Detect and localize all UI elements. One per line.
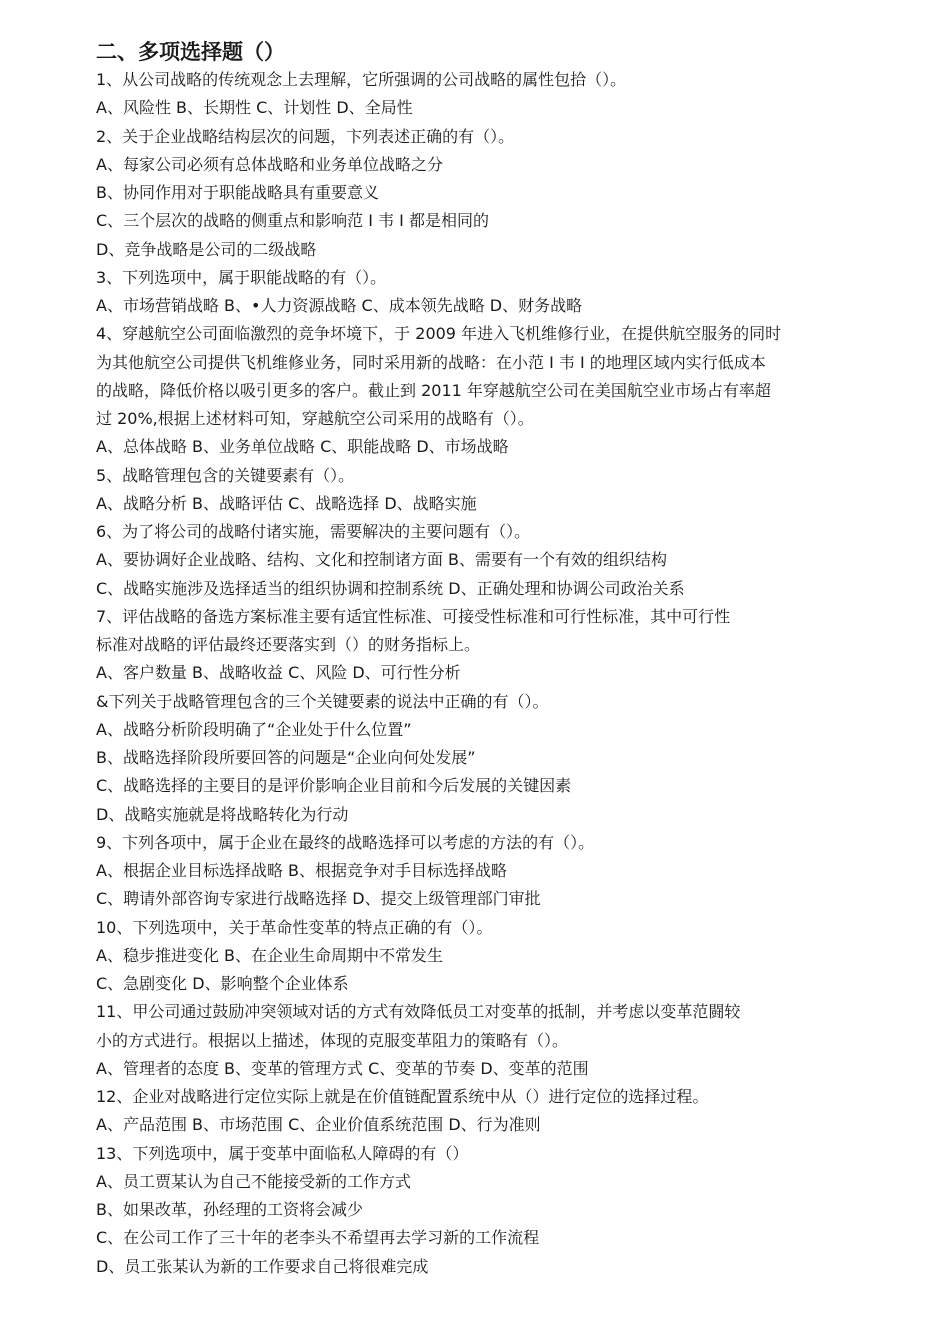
text-line: A、总体战略 B、业务单位战略 C、职能战略 D、市场战略	[96, 437, 509, 457]
text-line: B、如果改革，孙经理的工资将会减少	[96, 1200, 363, 1219]
text-line: A、产品范围 B、市场范围 C、企业价值系统范围 D、行为准则	[96, 1115, 541, 1135]
text-line: 的战略，降低价格以吸引更多的客户。截止到 2011 年穿越航空公司在美国航空业市场占有率超	[96, 380, 771, 400]
text-line: D、员工张某认为新的工作要求自己将很难完成	[96, 1256, 429, 1276]
text-line: B、战略选择阶段所要回答的问题是“企业向何处发展”	[96, 748, 476, 767]
question-list	[96, 66, 866, 1281]
text-line: A、每家公司必须有总体战略和业务单位战略之分	[96, 154, 443, 174]
text-line: B、协同作用对于职能战略具有重要意义	[96, 183, 379, 202]
text-line: C、战略实施涉及选择适当的组织协调和控制系统 D、正确处理和协调公司政治关系	[96, 578, 685, 598]
text-line: 1、从公司战略的传统观念上去理解，它所强调的公司战略的属性包拾（）。	[96, 70, 627, 89]
text-line: D、战略实施就是将战略转化为行动	[96, 804, 349, 824]
text-line: A、战略分析阶段明确了“企业处于什么位置”	[96, 719, 412, 739]
text-line: 9、卞列各项中，属于企业在最终的战略选择可以考虑的方法的有（）。	[96, 832, 595, 852]
text-line: A、员工贾某认为自己不能接受新的工作方式	[96, 1171, 411, 1191]
text-line: C、聘请外部咨询专家进行战略选择 D、提交上级管理部门审批	[96, 889, 541, 909]
text-line: 11、甲公司通过鼓励冲突领域对话的方式有效降低员工对变革的抵制，并考虑以变革范闘较	[96, 1002, 741, 1022]
text-line: 小的方式进行。根据以上描述，体现的克服变革阻力的策略有（）。	[96, 1030, 569, 1050]
text-line: 2、关于企业战略结构层次的问题，卞列表述正确的有（）。	[96, 126, 515, 146]
text-line: 4、穿越航空公司面临激烈的竞争坏境下，于 2009 年进入飞机维修行业，在提供航空服务的同时	[96, 324, 782, 344]
text-line: 3、下列选项中，属于职能战略的有（）。	[96, 267, 387, 287]
text-line: A、根据企业目标选择战略 B、根据竞争对手目标选择战略	[96, 861, 508, 880]
document-page	[96, 38, 866, 1281]
text-line: 13、下列选项中，属于变革中面临私人障碍的有（）	[96, 1143, 469, 1163]
text-line: A、稳步推进变化 B、在企业生命周期中不常发生	[96, 945, 444, 965]
text-line: C、在公司工作了三十年的老李头不希望再去学习新的工作流程	[96, 1228, 540, 1248]
text-line: A、市场营销战略 B、•人力资源战略 C、成本领先战略 D、财务战略	[96, 296, 583, 315]
text-line: C、战略选择的主要目的是评价影响企业目前和今后发展的关键因素	[96, 776, 572, 796]
text-line: 6、为了将公司的战略付诸实施，需要解决的主要问题有（）。	[96, 522, 531, 541]
text-line: 7、评估战略的备选方案标准主要有适宜性标准、可接受性标准和可行性标准，其中可行性	[96, 606, 731, 626]
text-line: A、战略分析 B、战略评估 C、战略选择 D、战略实施	[96, 493, 477, 513]
text-line: 12、企业对战略进行定位实际上就是在价值链配置系统中从（）进行定位的选择过程。	[96, 1087, 709, 1106]
text-line: C、三个层次的战略的侧重点和影响范 I 韦 I 都是相同的	[96, 211, 489, 231]
text-line: A、要协调好企业战略、结构、文化和控制诸方面 B、需要有一个有效的组织结构	[96, 550, 668, 570]
text-line: 过 20%,根据上述材料可知，穿越航空公司采用的战略有（）。	[96, 409, 534, 428]
text-line: A、客户数量 B、战略收益 C、风险 D、可行性分析	[96, 663, 461, 683]
text-line: 为其他航空公司提供飞机维修业务，同时采用新的战略：在小范 I 韦 I 的地理区域内实行低成本	[96, 352, 766, 372]
text-line: C、急剧变化 D、影响整个企业体系	[96, 974, 349, 993]
text-line: 10、下列选项中，关于革命性变革的特点正确的有（）。	[96, 917, 493, 937]
text-line: A、风险性 B、长期性 C、计划性 D、全局性	[96, 98, 413, 118]
text-line: &下列关于战略管理包含的三个关键要素的说法中正确的有（）。	[96, 691, 549, 711]
text-line: A、管理者的态度 B、变革的管理方式 C、变革的节奏 D、变革的范围	[96, 1058, 589, 1078]
text-line: 标准对战略的评估最终还要落实到（）的财务指标上。	[96, 635, 481, 654]
text-line: 5、战略管理包含的关键要素有（）。	[96, 465, 355, 485]
section-title: 二、多项选择题（）	[96, 40, 285, 64]
text-line: D、竞争战略是公司的二级战略	[96, 239, 317, 259]
